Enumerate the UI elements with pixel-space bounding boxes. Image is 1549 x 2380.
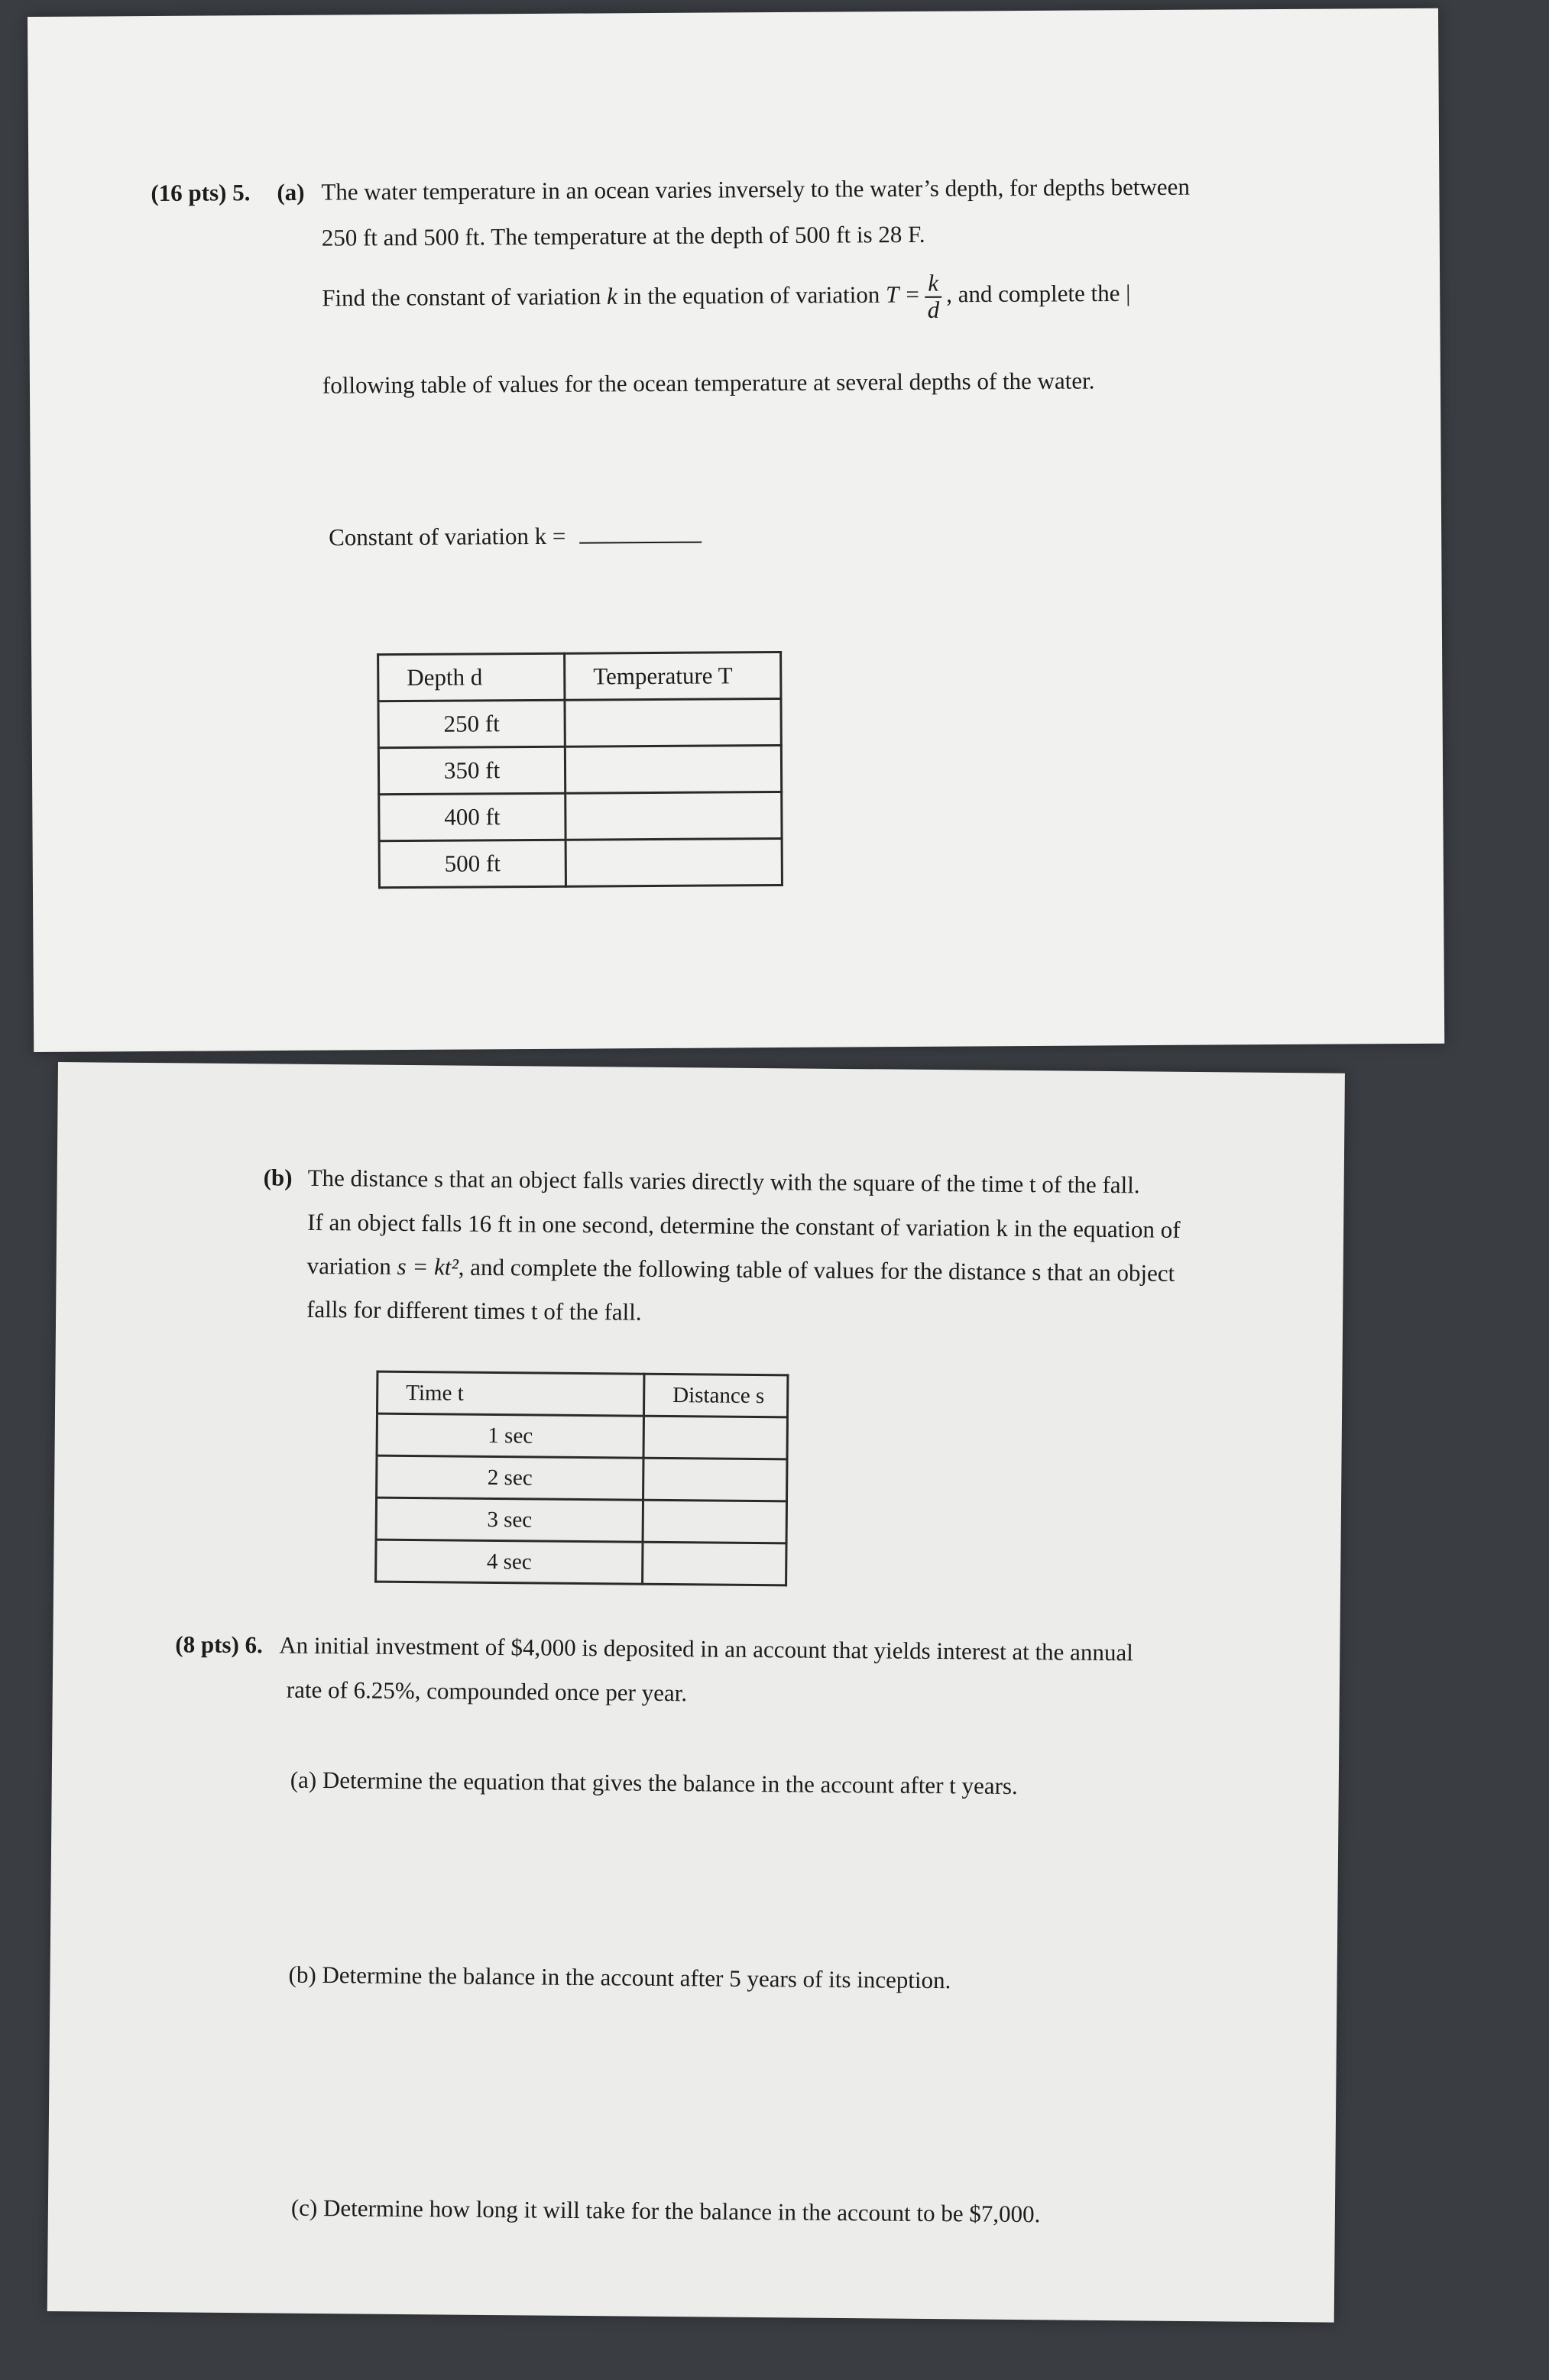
table-row xyxy=(376,1540,786,1585)
part-b-line-4: falls for different times t of the fall. xyxy=(306,1295,642,1326)
depth-cell: 350 ft xyxy=(378,746,565,794)
problem-6-line-2: rate of 6.25%, compounded once per year. xyxy=(286,1676,688,1707)
equation-s-kt2: s = kt² xyxy=(397,1252,459,1281)
part-a-line-4: following table of values for the ocean temperature at several depths of the water. xyxy=(322,367,1095,399)
header-temperature: Temperature T xyxy=(565,652,781,700)
part-a-line-3: Find the constant of variation k in the equation of variation T = $\frac{k}{d}$ , and complete the | xyxy=(322,269,1131,323)
header-time: Time t xyxy=(378,1371,644,1416)
depth-cell: 250 ft xyxy=(378,700,565,747)
table-row xyxy=(378,698,781,747)
part-b-line-2: If an object falls 16 ft in one second, determine the constant of variation k in the equation of xyxy=(307,1208,1181,1243)
depth-cell: 500 ft xyxy=(379,840,565,887)
table-row xyxy=(376,1498,786,1543)
worksheet-page-2 xyxy=(47,1062,1345,2323)
header-distance: Distance s xyxy=(643,1374,787,1417)
distance-answer-cell[interactable] xyxy=(643,1416,787,1459)
part-a-line-1: The water temperature in an ocean varies inversely to the water’s depth, for depths between xyxy=(321,173,1190,206)
time-distance-table xyxy=(374,1371,789,1587)
equation-fraction: $\frac{k}{d}$ xyxy=(925,271,941,322)
constant-of-variation-line: Constant of variation k = xyxy=(329,521,702,552)
temperature-answer-cell[interactable] xyxy=(565,838,782,886)
equation-lhs: T = xyxy=(885,280,921,308)
problem-5-label: (16 pts) 5. xyxy=(151,179,251,207)
problem-6-part-a: (a) Determine the equation that gives the balance in the account after t years. xyxy=(290,1766,1018,1799)
depth-cell: 400 ft xyxy=(379,793,565,840)
part-b-line-3: variation s = kt², and complete the following table of values for the distance s that an object xyxy=(306,1252,1175,1287)
depth-temperature-table xyxy=(377,651,783,889)
distance-answer-cell[interactable] xyxy=(643,1458,787,1501)
part-a-line-2: 250 ft and 500 ft. The temperature at the depth of 500 ft is 28 F. xyxy=(321,220,925,251)
part-b-label: (b) xyxy=(263,1164,293,1191)
distance-answer-cell[interactable] xyxy=(643,1542,786,1585)
answer-blank[interactable] xyxy=(579,542,702,544)
table-row xyxy=(379,792,782,840)
table-row xyxy=(378,745,781,794)
time-cell: 3 sec xyxy=(376,1498,643,1542)
time-cell: 2 sec xyxy=(377,1456,643,1500)
table-row xyxy=(377,1413,787,1459)
part-b-line-1: The distance s that an object falls varies directly with the square of the time t of the fall. xyxy=(307,1164,1140,1199)
distance-answer-cell[interactable] xyxy=(643,1500,786,1543)
problem-6-part-c: (c) Determine how long it will take for the balance in the account to be $7,000. xyxy=(290,2194,1041,2228)
header-depth: Depth d xyxy=(378,653,565,701)
table-row xyxy=(377,1456,787,1501)
temperature-answer-cell[interactable] xyxy=(565,745,781,793)
table-row xyxy=(379,838,782,887)
time-cell: 1 sec xyxy=(377,1413,643,1458)
worksheet-page-1 xyxy=(28,8,1444,1052)
temperature-answer-cell[interactable] xyxy=(565,698,781,746)
temperature-answer-cell[interactable] xyxy=(565,792,782,840)
problem-6-label: (8 pts) 6. xyxy=(175,1630,264,1659)
time-cell: 4 sec xyxy=(376,1540,643,1584)
part-a-label: (a) xyxy=(277,178,305,206)
problem-6-part-b: (b) Determine the balance in the account after 5 years of its inception. xyxy=(288,1961,951,1994)
problem-6-line-1: An initial investment of $4,000 is deposited in an account that yields interest at the annual xyxy=(279,1631,1133,1666)
